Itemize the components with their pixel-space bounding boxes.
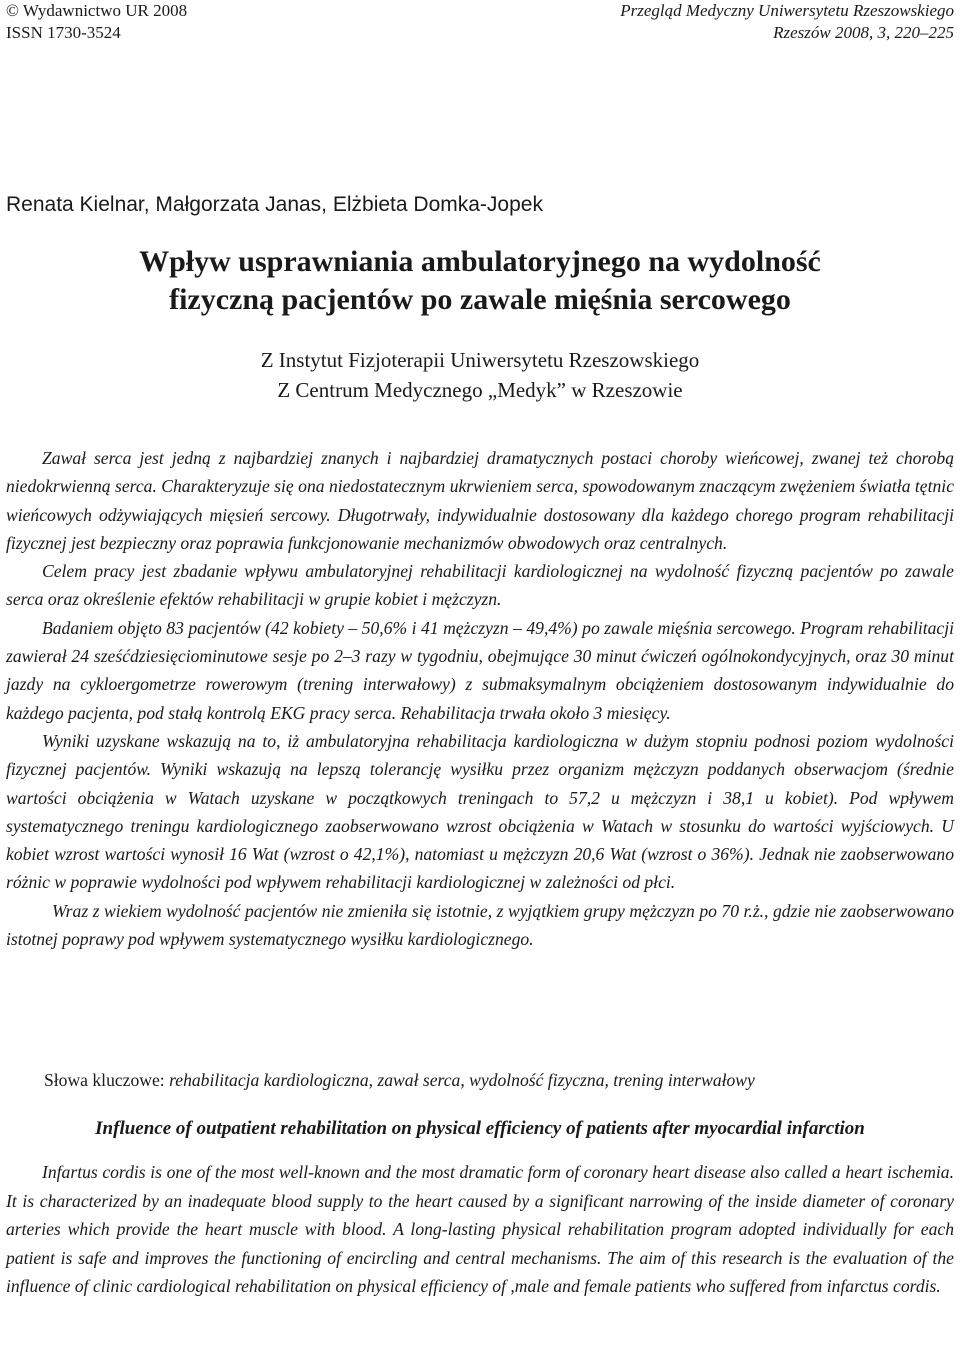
- abstract-paragraph: Wraz z wiekiem wydolność pacjentów nie zmieniła się istotnie, z wyjątkiem grupy mężczyzn po 70 r.ż., gdzie nie zaobserwowano istotnej poprawy pod wpływem systematycznego wysiłku kardiologicznego.: [6, 900, 954, 950]
- publisher-copyright: © Wydawnictwo UR 2008: [6, 1, 188, 20]
- publisher-header: [6, 0, 187, 44]
- journal-issue: Rzeszów 2008, 3, 220–225: [773, 23, 954, 42]
- affiliations: [0, 345, 960, 405]
- english-title: Influence of outpatient rehabilitation on physical efficiency of patients after myocardial infarction: [95, 1118, 865, 1139]
- abstract-paragraph: Zawał serca jest jedną z najbardziej znanych i najbardziej dramatycznych postaci choroby wieńcowej, zwanej też chorobą niedokrwienną serca. Charakteryzuje się ona niedostatecznym ukrwieniem serca, spowodowanym znaczącym zwężeniem światła tętnic wieńcowych odżywiających mięsień sercowy. Długotrwały, indywidualnie dostosowany dla każdego chorego program rehabilitacji fizycznej jest bezpieczny oraz poprawia funkcjonowanie mechanizmów obwodowych oraz centralnych.: [6, 448, 954, 553]
- affiliation-2: Z Centrum Medycznego „Medyk” w Rzeszowie: [277, 378, 683, 402]
- title-line-2: fizyczną pacjentów po zawale mięśnia sercowego: [169, 283, 791, 316]
- abstract-paragraph: Wyniki uzyskane wskazują na to, iż ambulatoryjna rehabilitacja kardiologiczna w dużym stopniu podnosi poziom wydolności fizycznej pacjentów. Wyniki wskazują na lepszą tolerancję wysiłku przez organizm mężczyzn poddanych obserwacjom (średnie wartości obciążenia w Watach uzyskane w początkowych treningach to 57,2 u mężczyzn i 38,1 u kobiet). Pod wpływem systematycznego treningu kardiologicznego zaobserwowano wzrost obciążenia w Watach w stosunku do wartości wyjściowych. U kobiet wzrost wartości wynosił 16 Wat (wzrost o 42,1%), natomiast u mężczyzn 20,6 Wat (wzrost o 36%). Jednak nie zaobserwowano różnic w poprawie wydolności pod wpływem rehabilitacji kardiologicznej w zależności od płci.: [6, 730, 954, 893]
- issn: ISSN 1730-3524: [6, 23, 121, 42]
- title-line-1: Wpływ usprawniania ambulatoryjnego na wydolność: [139, 245, 821, 278]
- abstract-paragraph: Celem pracy jest zbadanie wpływu ambulatoryjnej rehabilitacji kardiologicznej na wydolność fizyczną pacjentów po zawale serca oraz określenie efektów rehabilitacji w grupie kobiet i mężczyzn.: [6, 561, 954, 610]
- affiliation-1: Z Instytut Fizjoterapii Uniwersytetu Rzeszowskiego: [260, 348, 700, 372]
- abstract-polish: [6, 444, 954, 953]
- journal-header: [620, 0, 954, 44]
- authors: Renata Kielnar, Małgorzata Janas, Elżbieta Domka-Jopek: [6, 193, 543, 216]
- keywords-list: rehabilitacja kardiologiczna, zawał serca, wydolność fizyczna, trening interwałowy: [164, 1070, 755, 1090]
- keywords: [44, 1066, 755, 1094]
- article-title: [0, 243, 960, 319]
- abstract-paragraph: Badaniem objęto 83 pacjentów (42 kobiety – 50,6% i 41 mężczyzn – 49,4%) po zawale mięśnia sercowego. Program rehabilitacji zawierał 24 sześćdziesięciominutowe sesje po 2–3 razy w tygodniu, obejmujące 30 minut ćwiczeń ogólnokondycyjnych, oraz 30 minut jazdy na cykloergometrze rowerowym (trening interwałowy) z submaksymalnym obciążeniem dostosowanym indywidualnie do każdego pacjenta, pod stałą kontrolą EKG pracy serca. Rehabilitacja trwała około 3 miesięcy.: [6, 617, 954, 723]
- keywords-label: Słowa kluczowe:: [44, 1070, 165, 1090]
- journal-name: Przegląd Medyczny Uniwersytetu Rzeszowskiego: [620, 1, 954, 20]
- abstract-english: Infartus cordis is one of the most well-known and the most dramatic form of coronary heart disease also called a heart ischemia. It is characterized by an inadequate blood supply to the heart caused by a significant narrowing of the inside diameter of coronary arteries which provide the heart muscle with blood. A long-lasting physical rehabilitation program adopted individually for each patient is safe and improves the functioning of encircling and central mechanisms. The aim of this research is the evaluation of the influence of clinic cardiological rehabilitation on physical efficiency of ,male and female patients who suffered from infarctus cordis.: [6, 1162, 954, 1296]
